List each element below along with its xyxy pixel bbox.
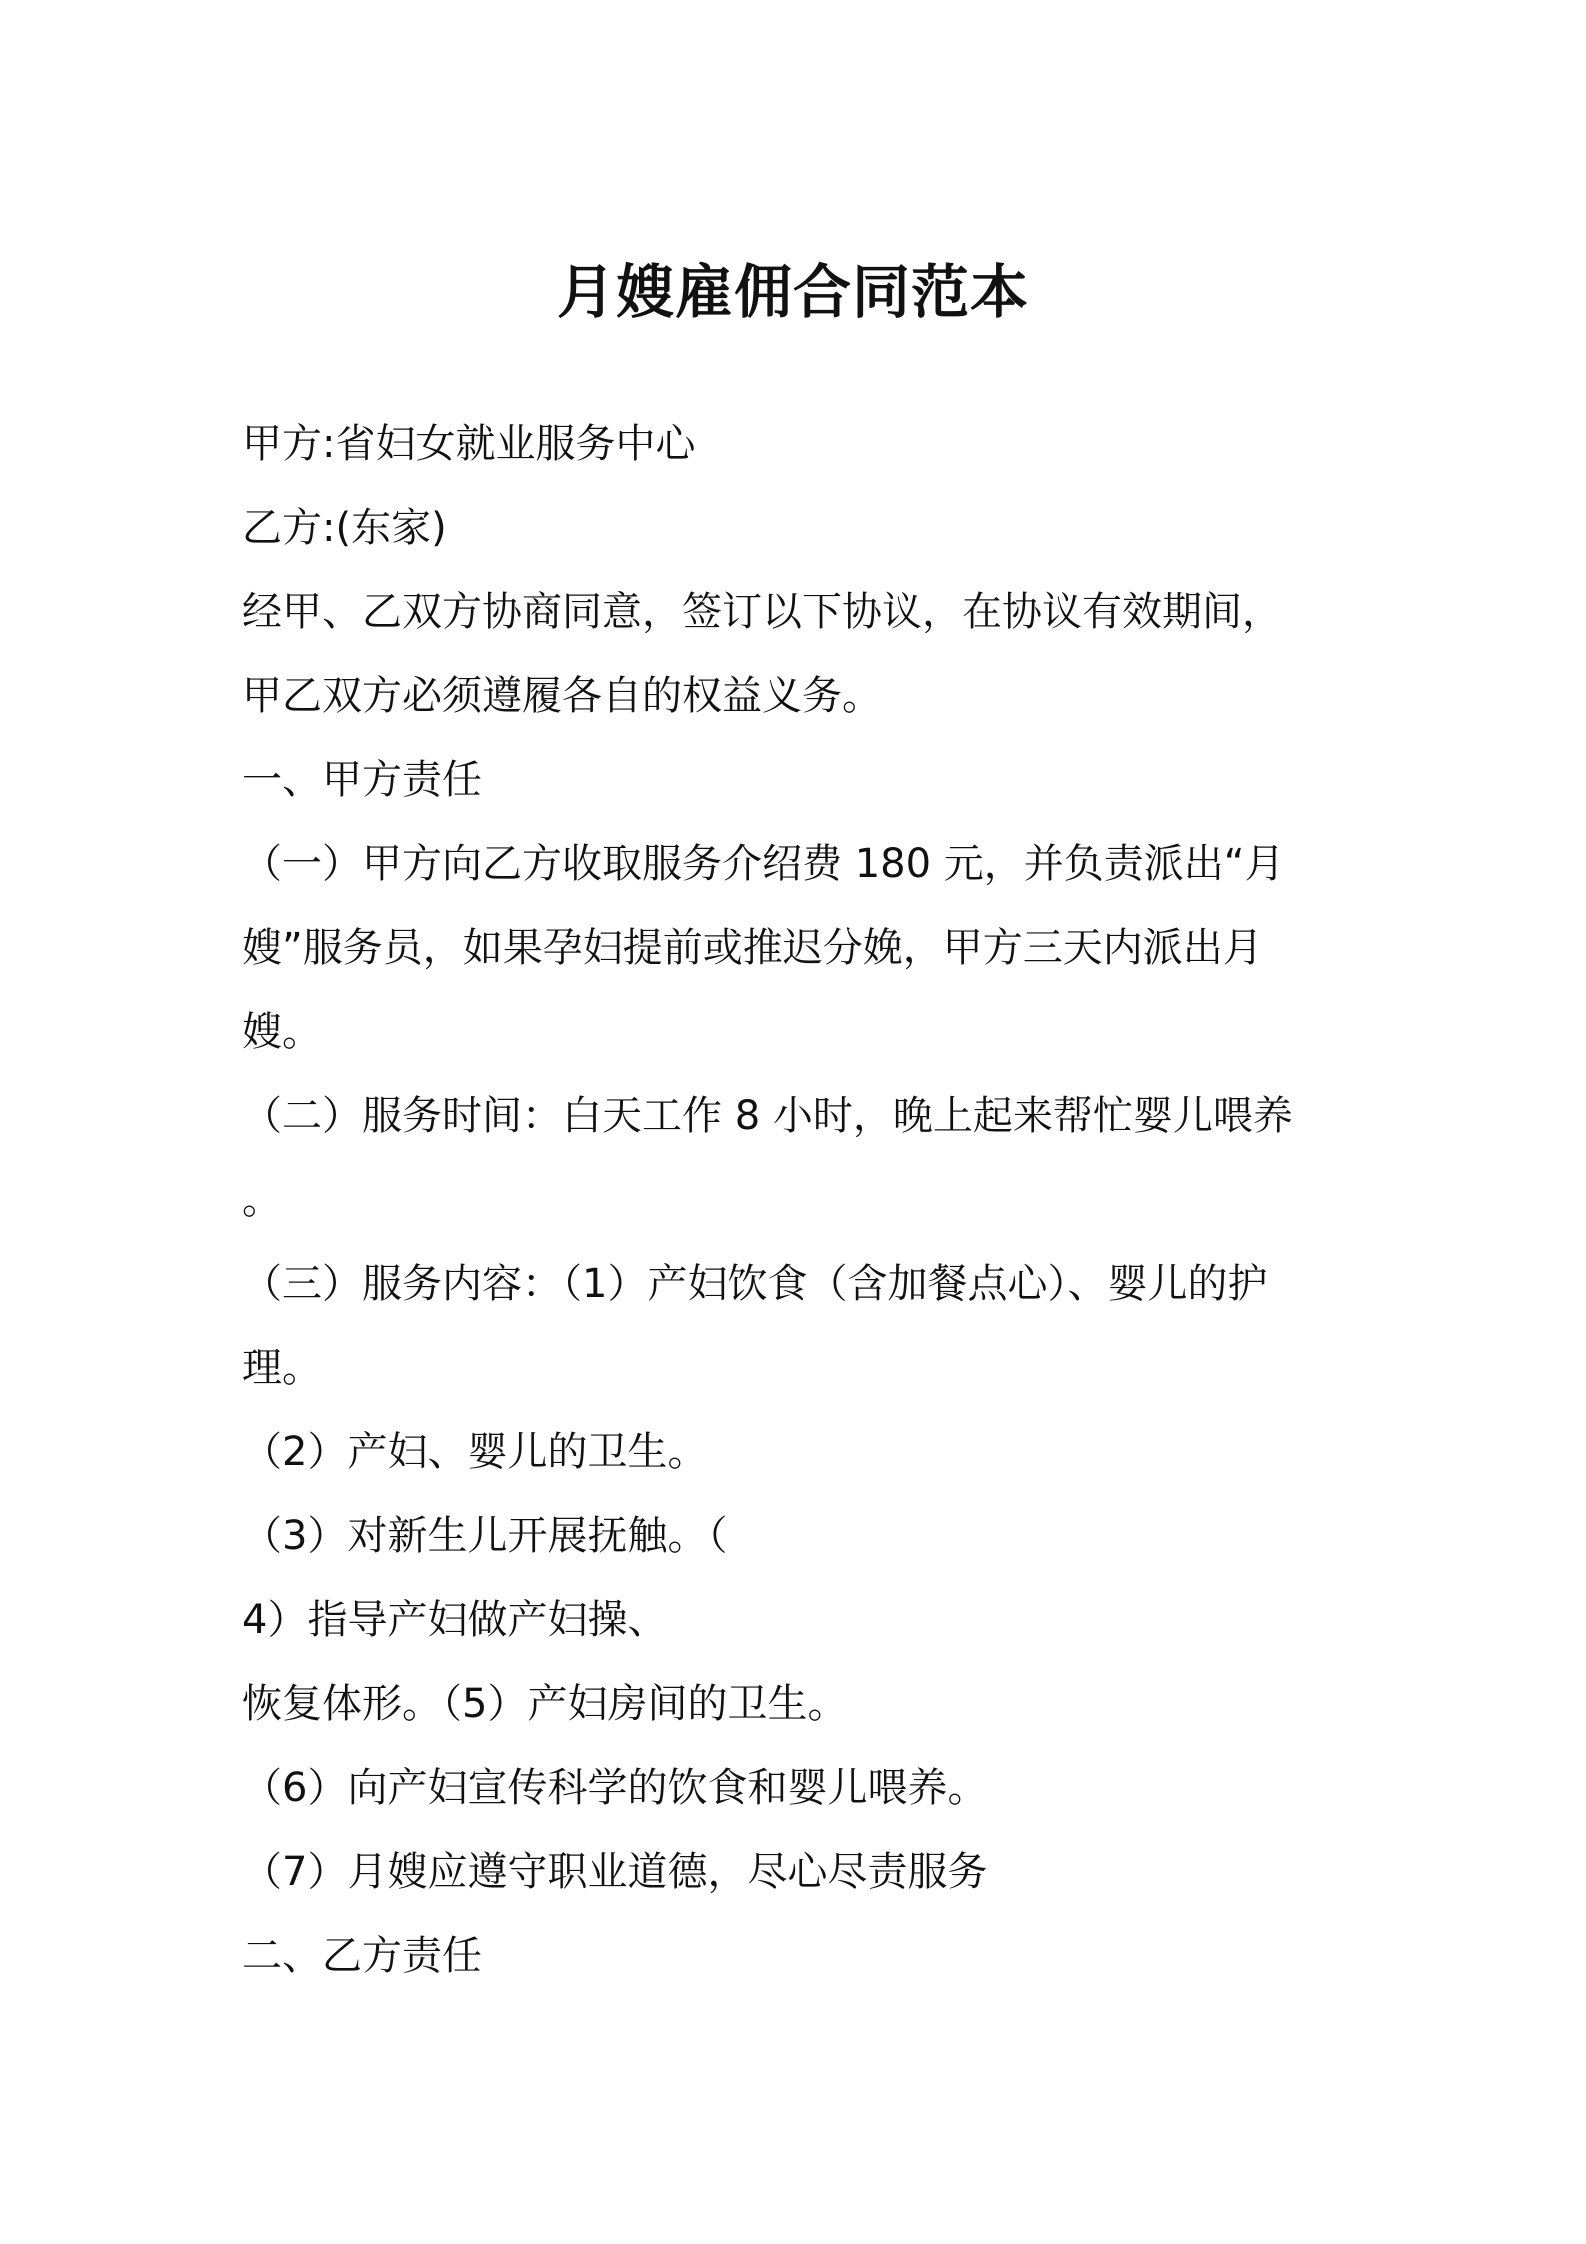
document-title: 月嫂雇佣合同范本: [556, 258, 1029, 326]
clause-3-item-4-line-1: 4）指导产妇做产妇操、: [242, 1597, 668, 1643]
clause-3-item-4-line-2: 恢复体形。（5）产妇房间的卫生。: [242, 1681, 848, 1727]
intro-line-2: 甲乙双方必须遵履各自的权益义务。: [242, 673, 882, 719]
clause-3-item-3: （3）对新生儿开展抚触。（: [242, 1513, 728, 1559]
clause-1-line-1: （一）甲方向乙方收取服务介绍费 180 元，并负责派出“月: [242, 841, 1285, 887]
clause-1-line-2: 嫂”服务员，如果孕妇提前或推迟分娩，甲方三天内派出月: [242, 925, 1263, 971]
section-heading-party-b: 二、乙方责任: [242, 1933, 482, 1979]
clause-3-item-2: （2）产妇、婴儿的卫生。: [242, 1429, 708, 1475]
clause-3-line-2: 理。: [242, 1345, 322, 1391]
party-b-line: 乙方:(东家): [242, 505, 447, 551]
clause-1-line-3: 嫂。: [242, 1009, 322, 1055]
clause-2-line-2: 。: [242, 1177, 282, 1223]
section-heading-party-a: 一、甲方责任: [242, 757, 482, 803]
party-a-line: 甲方:省妇女就业服务中心: [242, 421, 696, 467]
clause-3-item-6: （6）向产妇宣传科学的饮食和婴儿喂养。: [242, 1765, 988, 1811]
intro-line-1: 经甲、乙双方协商同意，签订以下协议，在协议有效期间，: [242, 589, 1282, 635]
clause-3-item-7: （7）月嫂应遵守职业道德，尽心尽责服务: [242, 1849, 988, 1895]
clause-2-line-1: （二）服务时间：白天工作 8 小时，晚上起来帮忙婴儿喂养: [242, 1093, 1293, 1139]
clause-3-line-1: （三）服务内容：（1）产妇饮食（含加餐点心）、婴儿的护: [242, 1261, 1268, 1307]
